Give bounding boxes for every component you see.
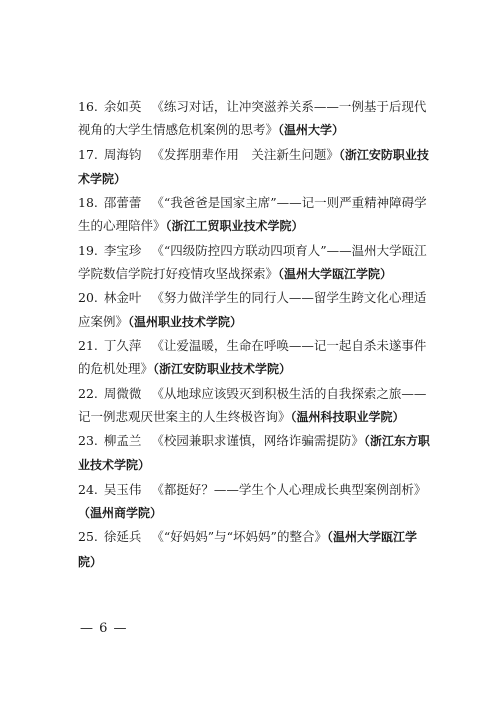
item-number: 21. xyxy=(78,337,98,353)
item-author: 吴玉伟 xyxy=(103,481,142,497)
item-number: 18. xyxy=(78,195,98,211)
item-author: 周海钧 xyxy=(103,146,142,162)
item-title: 《发挥朋辈作用 关注新生问题》 xyxy=(151,146,339,162)
item-author: 邵蕾蕾 xyxy=(103,195,142,211)
item-institution: （温州大学瓯江学院） xyxy=(278,267,393,282)
item-author: 李宝珍 xyxy=(103,242,142,258)
list-item xyxy=(78,286,430,334)
award-list xyxy=(78,95,430,574)
item-author: 林金叶 xyxy=(103,290,142,306)
list-item xyxy=(78,143,430,192)
item-number: 20. xyxy=(78,290,98,306)
item-author: 丁久萍 xyxy=(103,337,142,353)
item-title: 《“好妈妈”与“坏妈妈”的整合》 xyxy=(151,529,327,545)
item-title: 《“我爸爸是国家主席”——记一则严重精神障碍学生的心理陪伴》 xyxy=(78,195,427,234)
item-number: 19. xyxy=(78,242,98,258)
list-item xyxy=(78,429,430,478)
item-institution: （温州商学院） xyxy=(78,506,163,521)
item-number: 22. xyxy=(78,385,98,401)
item-author: 徐延兵 xyxy=(103,529,142,545)
item-author: 柳孟兰 xyxy=(103,433,142,449)
item-institution: （温州职业技术学院） xyxy=(128,314,243,329)
item-institution: （浙江东方职业技术学院） xyxy=(78,434,430,473)
item-number: 24. xyxy=(78,481,98,497)
item-institution: （浙江工贸职业技术学院） xyxy=(165,219,304,234)
item-title: 《让爱温暖，生命在呼唤——记一起自杀未遂事件的危机处理》 xyxy=(78,337,427,377)
item-title: 《“四级防控四方联动四项育人”——温州大学瓯江学院数信学院打好疫情攻坚战探索》 xyxy=(78,242,427,282)
item-institution: （温州大学） xyxy=(278,123,345,138)
item-title: 《努力做洋学生的同行人——留学生跨文化心理适应案例》 xyxy=(78,290,427,329)
item-author: 周微微 xyxy=(103,385,142,401)
item-number: 17. xyxy=(78,146,98,162)
list-item xyxy=(78,334,430,382)
item-number: 16. xyxy=(78,99,98,114)
list-item xyxy=(78,478,430,526)
item-institution: （温州大学瓯江学院） xyxy=(78,530,417,569)
page-number: — 6 — xyxy=(80,621,128,636)
item-institution: （浙江安防职业技术学院） xyxy=(153,362,292,377)
item-title: 《校园兼职求谨慎，网络诈骗需提防》 xyxy=(151,433,364,449)
list-item xyxy=(78,95,430,143)
list-item xyxy=(78,191,430,239)
item-institution: （浙江安防职业技术学院） xyxy=(78,147,429,186)
list-item xyxy=(78,525,430,574)
item-title: 《练习对话，让冲突滋养关系——一例基于后现代视角的大学生情感危机案例的思考》 xyxy=(78,99,427,138)
item-number: 23. xyxy=(78,433,98,449)
list-item xyxy=(78,382,430,430)
item-institution: （温州科技职业学院） xyxy=(290,409,405,424)
item-author: 余如英 xyxy=(103,99,142,114)
item-title: 《都挺好？——学生个人心理成长典型案例剖析》 xyxy=(151,481,427,497)
list-item xyxy=(78,239,430,287)
item-number: 25. xyxy=(78,529,98,545)
item-title: 《从地球应该毁灭到积极生活的自我探索之旅——记一例悲观厌世案主的人生终极咨询》 xyxy=(78,385,427,424)
